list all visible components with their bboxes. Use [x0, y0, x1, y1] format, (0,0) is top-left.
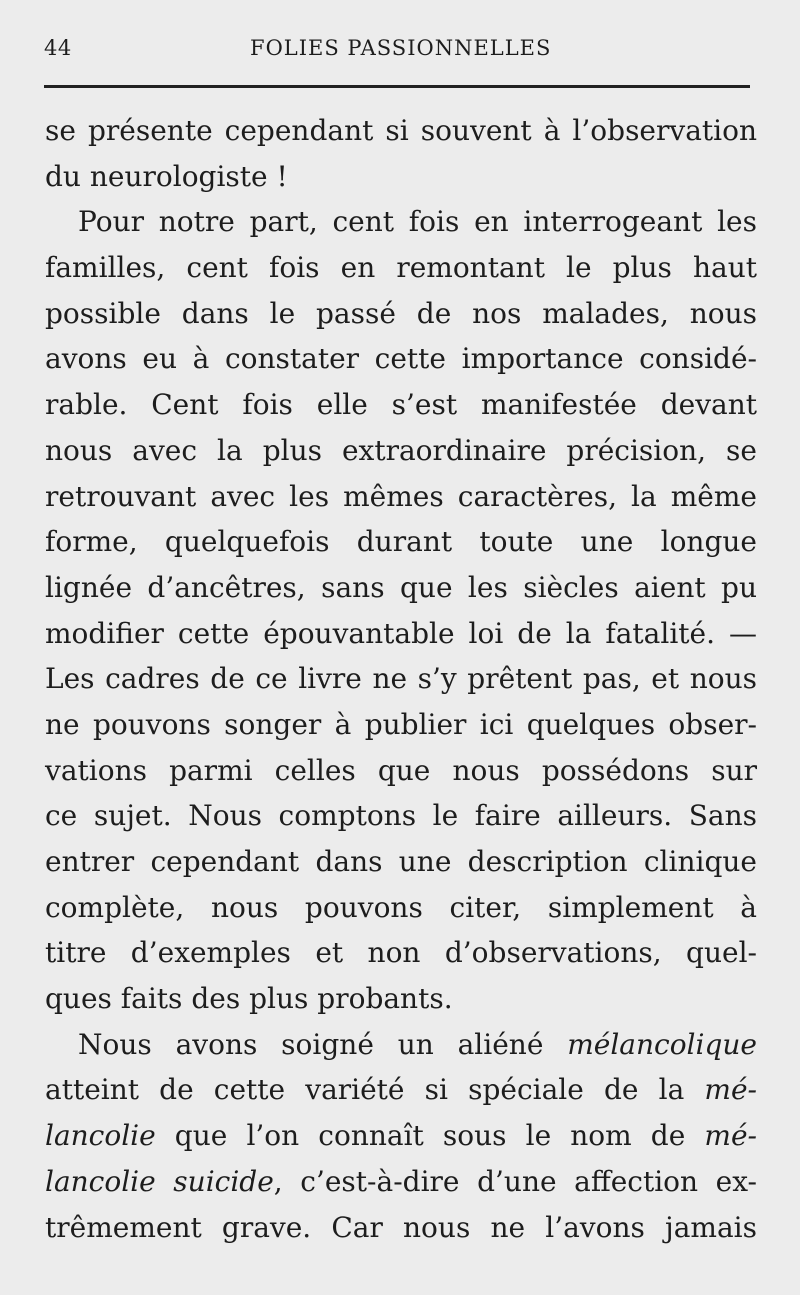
text-line: avons eu à constater cette importance considé- — [45, 342, 757, 376]
text-line: lancolie suicide, c’est-à-dire d’une affection ex- — [45, 1164, 757, 1198]
text-line: se présente cependant si souvent à l’observation — [45, 114, 757, 147]
text-line: nous avec la plus extraordinaire précision, se — [45, 433, 757, 467]
text-line: vations parmi celles que nous possédons sur — [45, 753, 757, 787]
text-line: atteint de cette variété si spéciale de la mé- — [45, 1073, 757, 1107]
text-line: lancolie que l’on connaît sous le nom de mé- — [45, 1119, 757, 1153]
running-title: FOLIES PASSIONNELLES — [250, 36, 552, 60]
text-line: lignée d’ancêtres, sans que les siècles aient pu — [45, 570, 757, 604]
text-line: ques faits des plus probants. — [45, 982, 453, 1016]
text-line: rable. Cent fois elle s’est manifestée devant — [45, 388, 757, 422]
text-line: titre d’exemples et non d’observations, quel- — [45, 936, 757, 970]
header-rule — [44, 85, 750, 88]
text-line: trêmement grave. Car nous ne l’avons jamais — [45, 1210, 757, 1244]
text-line: complète, nous pouvons citer, simplement à — [45, 890, 757, 924]
text-line: retrouvant avec les mêmes caractères, la même — [45, 479, 757, 513]
text-line: familles, cent fois en remontant le plus haut — [45, 251, 757, 285]
text-line: ce sujet. Nous comptons le faire ailleurs. Sans — [45, 799, 757, 833]
text-line: Pour notre part, cent fois en interrogeant les — [78, 205, 757, 239]
running-head — [44, 36, 764, 68]
text-line: entrer cependant dans une description clinique — [45, 845, 757, 878]
text-line: Les cadres de ce livre ne s’y prêtent pas, et nous — [45, 662, 757, 696]
text-line: forme, quelquefois durant toute une longue — [45, 525, 757, 559]
text-line: ne pouvons songer à publier ici quelques obser- — [45, 707, 757, 741]
text-line: du neurologiste ! — [45, 159, 288, 193]
page-number: 44 — [44, 36, 72, 60]
body-text — [45, 108, 757, 1250]
text-line: possible dans le passé de nos malades, nous — [45, 296, 757, 330]
text-line: modifier cette épouvantable loi de la fatalité. — — [45, 616, 757, 650]
text-line: Nous avons soigné un aliéné mélancolique — [78, 1027, 757, 1061]
